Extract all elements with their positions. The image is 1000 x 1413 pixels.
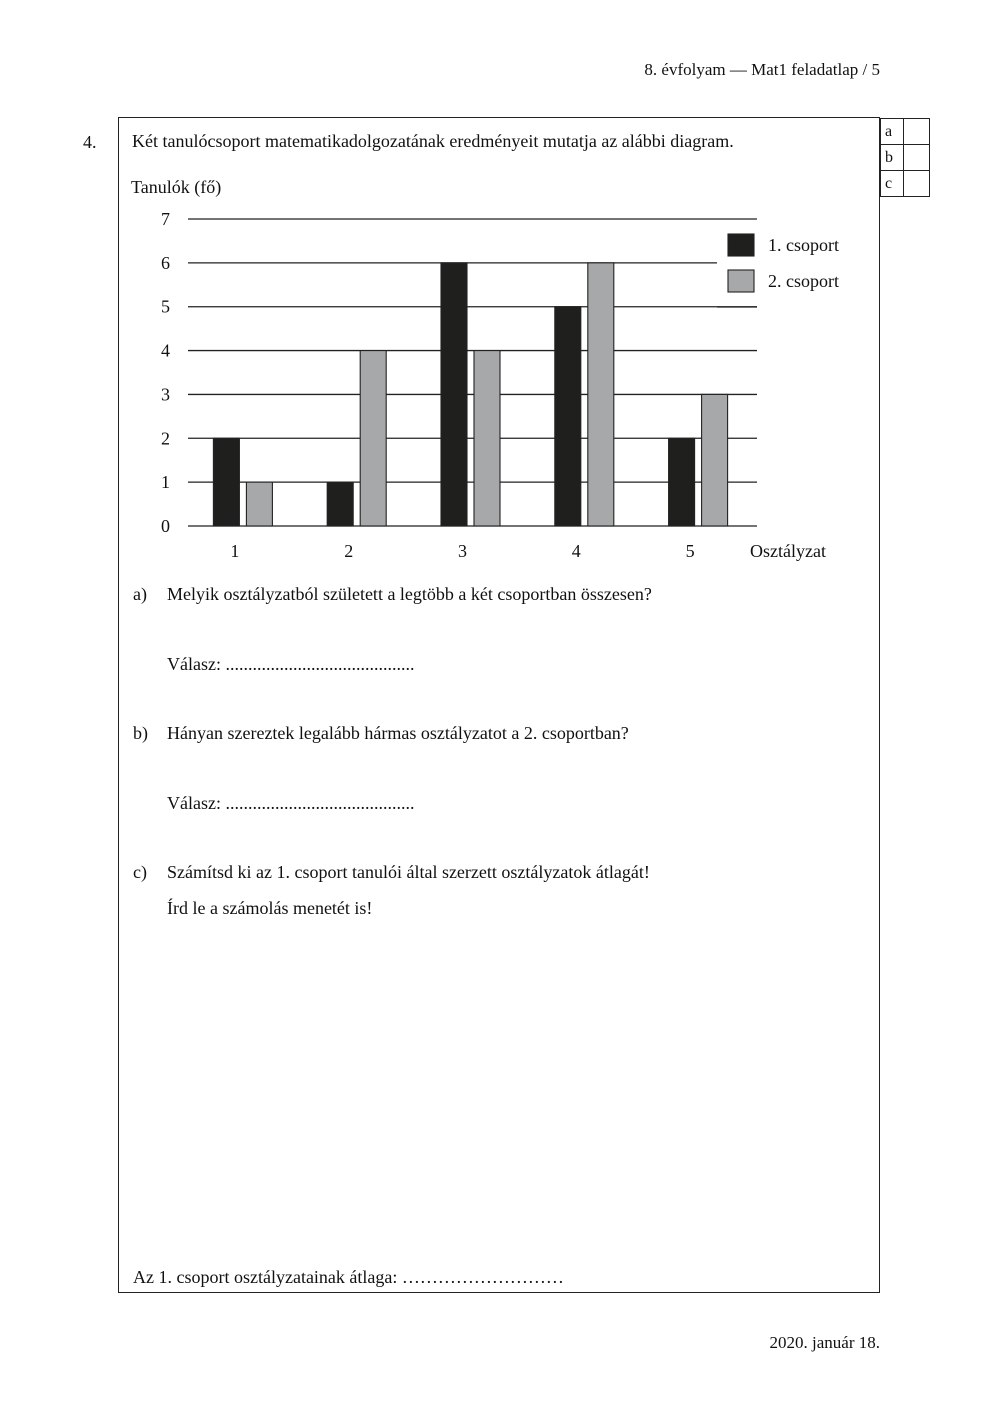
score-row-a (881, 119, 930, 145)
score-box-b[interactable] (904, 145, 930, 171)
question-c-letter: c) (133, 862, 147, 882)
score-table (880, 118, 930, 197)
bar-series2-cat4 (588, 263, 614, 526)
page-header: 8. évfolyam — Mat1 feladatlap / 5 (644, 60, 880, 79)
answer-a-line[interactable]: Válasz: .......................................... (167, 654, 415, 674)
question-a (133, 584, 652, 605)
score-label-b: b (881, 145, 904, 171)
bar-series2-cat3 (474, 351, 500, 526)
question-c-text: Számítsd ki az 1. csoport tanulói által szerzett osztályzatok átlagát! (167, 862, 650, 882)
question-c (133, 862, 650, 883)
bar-series2-cat5 (702, 394, 728, 526)
answer-b-line[interactable]: Válasz: .......................................... (167, 793, 415, 813)
question-b-text: Hányan szereztek legalább hármas osztályzatot a 2. csoportban? (167, 723, 629, 743)
bar-chart (120, 170, 860, 570)
question-c-text2: Írd le a számolás menetét is! (167, 898, 373, 918)
y-tick-label-6: 6 (161, 252, 170, 273)
legend-label-2: 2. csoport (768, 271, 839, 291)
task-intro: Két tanulócsoport matematikadolgozatának eredményeit mutatja az alábbi diagram. (132, 131, 734, 151)
question-a-text: Melyik osztályzatból született a legtöbb a két csoportban összesen? (167, 584, 652, 604)
score-row-c (881, 171, 930, 197)
page-footer: 2020. január 18. (769, 1333, 880, 1352)
final-answer-line[interactable]: Az 1. csoport osztályzatainak átlaga: ……………………… (133, 1267, 564, 1287)
bar-series2-cat2 (360, 351, 386, 526)
score-row-b (881, 145, 930, 171)
x-tick-label-1: 1 (230, 541, 240, 561)
bar-series2-cat1 (246, 482, 272, 526)
x-tick-label-4: 4 (571, 541, 581, 561)
y-tick-label-3: 3 (161, 384, 170, 405)
score-box-c[interactable] (904, 171, 930, 197)
x-tick-label-2: 2 (344, 541, 354, 561)
bar-series1-cat3 (441, 263, 467, 526)
y-tick-label-5: 5 (161, 296, 170, 317)
legend-label-1: 1. csoport (768, 235, 839, 255)
y-tick-label-2: 2 (161, 428, 170, 449)
y-tick-label-1: 1 (161, 472, 170, 493)
bar-series1-cat4 (555, 307, 581, 526)
score-box-a[interactable] (904, 119, 930, 145)
x-tick-label-3: 3 (458, 541, 467, 561)
question-b-letter: b) (133, 723, 148, 743)
bar-series1-cat1 (213, 438, 239, 526)
y-tick-label-7: 7 (161, 209, 170, 229)
x-tick-label-5: 5 (685, 541, 695, 561)
question-b (133, 723, 629, 744)
y-tick-label-4: 4 (161, 340, 170, 361)
score-label-c: c (881, 171, 904, 197)
x-axis-label: Osztályzat (750, 541, 826, 561)
legend-swatch-2 (728, 270, 754, 292)
bar-series1-cat2 (327, 482, 353, 526)
y-tick-label-0: 0 (161, 516, 170, 536)
y-axis-label: Tanulók (fő) (131, 177, 222, 197)
score-label-a: a (881, 119, 904, 145)
bar-series1-cat5 (669, 438, 695, 526)
legend-swatch-1 (728, 234, 754, 256)
question-a-letter: a) (133, 584, 147, 604)
task-number: 4. (83, 132, 97, 152)
